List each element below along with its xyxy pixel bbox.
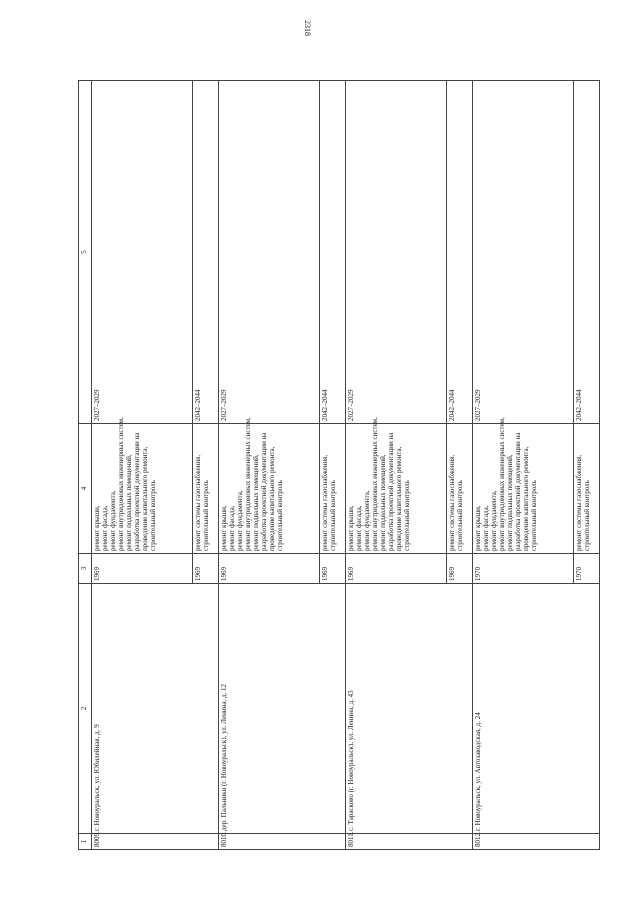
work-item: строительный контроль bbox=[328, 480, 337, 551]
work-item: ремонт подвальных помещений, bbox=[125, 454, 133, 551]
work-item: ремонт внутридомовых инженерных систем, bbox=[497, 417, 506, 551]
work-item: строительный контроль bbox=[201, 480, 210, 551]
year-cell: 1969 bbox=[192, 554, 218, 584]
year-cell: 1970 bbox=[573, 554, 599, 584]
work-item: разработка проектной документации на bbox=[133, 432, 141, 551]
header-row bbox=[79, 81, 92, 850]
table-row bbox=[92, 81, 193, 850]
work-item: ремонт внутридомовых инженерных систем, bbox=[370, 417, 379, 551]
period-cell: 2027–2029 bbox=[218, 81, 319, 424]
year-cell: 1969 bbox=[319, 554, 345, 584]
work-item: строительный контроль bbox=[455, 480, 464, 551]
work-item: строительный контроль bbox=[402, 480, 411, 551]
work-item: ремонт фундамента, bbox=[235, 490, 244, 551]
works-cell bbox=[472, 417, 573, 554]
work-item: ремонт фундамента, bbox=[109, 490, 117, 551]
address-cell: г. Новоуральск, ул. Юбилейная, д. 9 bbox=[92, 584, 219, 834]
work-item: ремонт фасада, bbox=[227, 505, 236, 551]
work-item: ремонт фасада, bbox=[101, 505, 109, 551]
work-item: проведение капитального ремонта, bbox=[394, 446, 403, 551]
works-cell bbox=[218, 417, 319, 554]
work-item: ремонт фундамента, bbox=[362, 490, 371, 551]
work-item: ремонт подвальных помещений, bbox=[251, 454, 260, 551]
work-item: строительный контроль bbox=[582, 480, 591, 551]
works-cell bbox=[92, 417, 193, 554]
header-col-5: 5 bbox=[79, 81, 92, 424]
page-number-wrap bbox=[303, 20, 332, 60]
repair-schedule-table bbox=[78, 80, 600, 850]
work-item: ремонт системы газоснабжения, bbox=[447, 454, 456, 551]
work-item: ремонт фасада, bbox=[481, 505, 490, 551]
header-col-2: 2 bbox=[79, 584, 92, 834]
table-body bbox=[92, 81, 600, 850]
work-item: ремонт системы газоснабжения, bbox=[320, 454, 329, 551]
work-item: строительный контроль bbox=[529, 480, 538, 551]
work-item: ремонт подвальных помещений, bbox=[378, 454, 387, 551]
address-cell: с. Тарасково (г. Новоуральск), ул. Ленина, д. 43 bbox=[345, 584, 472, 834]
work-item: строительный контроль bbox=[149, 480, 157, 551]
work-item: ремонт крыши, bbox=[219, 505, 228, 551]
work-item: проведение капитального ремонта, bbox=[141, 446, 149, 551]
year-cell: 1969 bbox=[345, 554, 446, 584]
work-item: ремонт системы газоснабжения, bbox=[193, 454, 202, 551]
work-item: ремонт крыши, bbox=[93, 505, 101, 551]
period-cell: 2042–2044 bbox=[573, 81, 599, 424]
work-item: ремонт внутридомовых инженерных систем, bbox=[117, 417, 125, 551]
header-col-1: 1 bbox=[79, 834, 92, 850]
work-item: ремонт системы газоснабжения, bbox=[574, 454, 583, 551]
row-number-cell: 8009. bbox=[92, 834, 219, 850]
work-item: проведение капитального ремонта, bbox=[521, 446, 530, 551]
work-item: ремонт фасада, bbox=[354, 505, 363, 551]
address-cell: г. Новоуральск, ул. Автозаводская, д. 24 bbox=[472, 584, 599, 834]
period-cell: 2027–2029 bbox=[472, 81, 573, 424]
table-row bbox=[345, 81, 446, 850]
page-number: 2318 bbox=[303, 20, 312, 36]
work-item: ремонт подвальных помещений, bbox=[505, 454, 514, 551]
period-cell: 2042–2044 bbox=[192, 81, 218, 424]
row-number-cell: 8012. bbox=[472, 834, 599, 850]
works-cell bbox=[573, 424, 599, 554]
work-item: разработка проектной документации на bbox=[513, 432, 522, 551]
works-cell bbox=[446, 424, 472, 554]
rotated-table-wrap bbox=[78, 80, 600, 850]
work-item: ремонт фундамента, bbox=[489, 490, 498, 551]
header-col-3: 3 bbox=[79, 554, 92, 584]
work-item: ремонт крыши, bbox=[346, 505, 355, 551]
year-cell: 1969 bbox=[446, 554, 472, 584]
period-cell: 2027–2029 bbox=[345, 81, 446, 424]
table-row bbox=[218, 81, 319, 850]
work-item: разработка проектной документации на bbox=[259, 432, 268, 551]
year-cell: 1970 bbox=[472, 554, 573, 584]
row-number-cell: 8010. bbox=[218, 834, 345, 850]
period-cell: 2027–2029 bbox=[92, 81, 193, 424]
header-col-4: 4 bbox=[79, 424, 92, 554]
work-item: разработка проектной документации на bbox=[386, 432, 395, 551]
work-item: проведение капитального ремонта, bbox=[267, 446, 276, 551]
table-row bbox=[472, 81, 573, 850]
works-cell bbox=[192, 424, 218, 554]
work-item: ремонт крыши, bbox=[473, 505, 482, 551]
works-cell bbox=[319, 424, 345, 554]
address-cell: дер. Пальники (г. Новоуральск), ул. Ленина, д. 12 bbox=[218, 584, 345, 834]
row-number-cell: 8011. bbox=[345, 834, 472, 850]
work-item: ремонт внутридомовых инженерных систем, bbox=[243, 417, 252, 551]
period-cell: 2042–2044 bbox=[319, 81, 345, 424]
works-cell bbox=[345, 417, 446, 554]
work-item: строительный контроль bbox=[275, 480, 284, 551]
year-cell: 1969 bbox=[218, 554, 319, 584]
period-cell: 2042–2044 bbox=[446, 81, 472, 424]
year-cell: 1969 bbox=[92, 554, 193, 584]
